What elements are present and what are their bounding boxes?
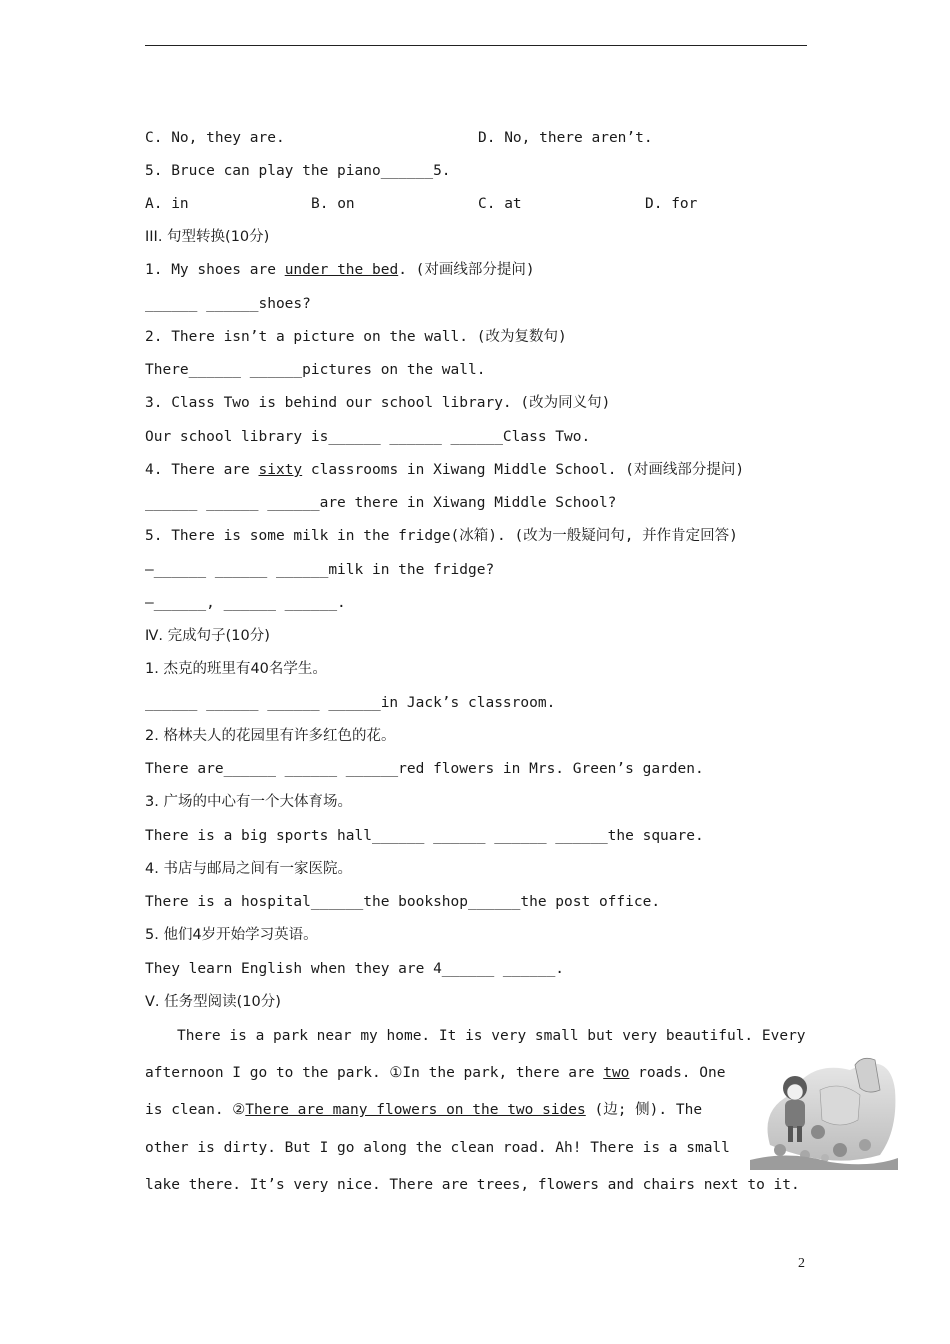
option-c: C. No, they are. [145, 130, 285, 146]
option-b: B. on [311, 196, 355, 212]
s4-q1: 1. 杰克的班里有40名学生。 [145, 661, 327, 677]
header-rule [145, 45, 807, 46]
s3-q3: 3. Class Two is behind our school library. (改为同义句) [145, 395, 611, 411]
reading-line-4: other is dirty. But I go along the clean road. Ah! There is a small [145, 1140, 730, 1156]
underlined-phrase: under the bed [284, 262, 399, 278]
question-5: 5. Bruce can play the piano______5. [145, 163, 451, 179]
s3-q2: 2. There isn’t a picture on the wall. (改为复数句) [145, 329, 567, 345]
s4-a4: There is a hospital______the bookshop______the post office. [145, 894, 661, 910]
s4-q4: 4. 书店与邮局之间有一家医院。 [145, 861, 352, 877]
underlined-phrase: sixty [258, 462, 303, 478]
s3-a5: —______ ______ ______milk in the fridge? [145, 562, 495, 578]
s4-q2: 2. 格林夫人的花园里有许多红色的花。 [145, 728, 396, 744]
s4-a1: ______ ______ ______ ______in Jack’s classroom. [145, 695, 556, 711]
s3-a2: There______ ______pictures on the wall. [145, 362, 486, 378]
underlined-word: two [603, 1065, 630, 1081]
section-5-title: Ⅴ. 任务型阅读(10分) [145, 994, 281, 1010]
s3-q4: 4. There are sixty classrooms in Xiwang Middle School. (对画线部分提问) [145, 462, 745, 478]
option-c: C. at [478, 196, 522, 212]
s4-a5: They learn English when they are 4______ ______. [145, 961, 565, 977]
option-d: D. for [645, 196, 698, 212]
page-number: 2 [798, 1256, 805, 1271]
s3-q5: 5. There is some milk in the fridge(冰箱). (改为一般疑问句, 并作肯定回答) [145, 528, 738, 544]
reading-line-2: afternoon I go to the park. ①In the park, there are two roads. One [145, 1065, 726, 1081]
s3-a1: ______ ______shoes? [145, 296, 311, 312]
reading-line-1: There is a park near my home. It is very small but very beautiful. Every [177, 1028, 806, 1044]
section-3-title: III. 句型转换(10分) [145, 229, 270, 245]
s3-a5b: —______, ______ ______. [145, 595, 346, 611]
s4-a2: There are______ ______ ______red flowers in Mrs. Green’s garden. [145, 761, 704, 777]
option-d: D. No, there aren’t. [478, 130, 653, 146]
park-girl-illustration [750, 1050, 898, 1170]
s3-q1: 1. My shoes are under the bed. (对画线部分提问) [145, 262, 535, 278]
s3-a3: Our school library is______ ______ ______Class Two. [145, 429, 591, 445]
underlined-sentence: There are many flowers on the two sides [245, 1102, 586, 1118]
s4-q5: 5. 他们4岁开始学习英语。 [145, 927, 318, 943]
reading-line-3: is clean. ②There are many flowers on the two sides (边; 侧). The [145, 1102, 703, 1118]
s4-a3: There is a big sports hall______ ______ ______ ______the square. [145, 828, 704, 844]
s4-q3: 3. 广场的中心有一个大体育场。 [145, 794, 352, 810]
section-4-title: Ⅳ. 完成句子(10分) [145, 628, 270, 644]
s3-a4: ______ ______ ______are there in Xiwang Middle School? [145, 495, 617, 511]
option-a: A. in [145, 196, 189, 212]
reading-line-5: lake there. It’s very nice. There are trees, flowers and chairs next to it. [145, 1177, 800, 1193]
